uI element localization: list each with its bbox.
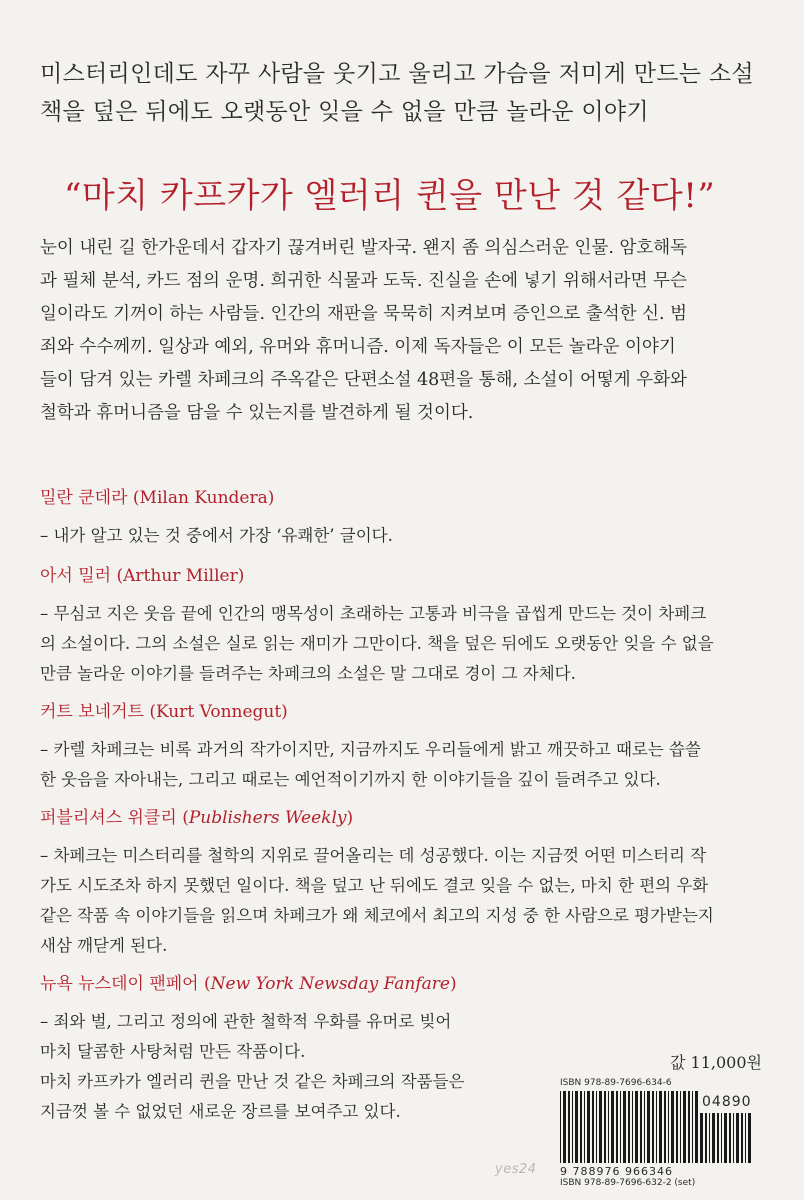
reviewer-name-ko: 뉴욕 뉴스데이 팬페어 bbox=[40, 974, 199, 994]
intro-line-2: 책을 덮은 뒤에도 오랫동안 잊을 수 없을 만큼 놀라운 이야기 bbox=[40, 99, 649, 125]
review-text: – 무심코 지은 웃음 끝에 인간의 맹목성이 초래하는 고통과 비극을 곱씹게 만드는 것이 차페크 bbox=[40, 604, 707, 623]
synopsis bbox=[40, 232, 770, 430]
reviewer-name-en: New York Newsday Fanfare bbox=[210, 974, 450, 994]
intro-line-1: 미스터리인데도 자꾸 사람을 웃기고 울리고 가슴을 저미게 만드는 소설 bbox=[40, 61, 754, 87]
review-text: 가도 시도조차 하지 못했던 일이다. 책을 덮고 난 뒤에도 결코 잊을 수 없는, 마치 한 편의 우화 bbox=[40, 876, 709, 895]
barcode-addon-bars bbox=[700, 1113, 752, 1163]
review-vonnegut bbox=[40, 697, 775, 795]
reviewer-name-en: (Milan Kundera) bbox=[132, 488, 275, 508]
headline-quote: “마치 카프카가 엘러리 퀸을 만난 것 같다!” bbox=[64, 176, 716, 216]
reviewer-name-ko: 퍼블리셔스 위클리 bbox=[40, 808, 177, 828]
reviewer-name bbox=[40, 803, 775, 833]
reviewer-name bbox=[40, 697, 775, 727]
watermark: yes24 bbox=[495, 1162, 537, 1177]
barcode-digits: 9 788976 966346 bbox=[560, 1165, 673, 1178]
reviewer-paren-close: ) bbox=[346, 808, 354, 828]
reviewer-name-ko: 아서 밀러 bbox=[40, 566, 112, 586]
reviewer-paren-open: ( bbox=[182, 808, 189, 828]
reviewer-name-ko: 밀란 쿤데라 bbox=[40, 488, 128, 508]
isbn-barcode bbox=[560, 1078, 750, 1189]
review-text: 마치 달콤한 사탕처럼 만든 작품이다. bbox=[40, 1042, 306, 1061]
review-text: 만큼 놀라운 이야기를 들려주는 차페크의 소설은 말 그대로 경이 그 자체다. bbox=[40, 664, 576, 683]
reviewer-name bbox=[40, 969, 775, 999]
reviewer-name bbox=[40, 561, 775, 591]
review-text: 같은 작품 속 이야기들을 읽으며 차페크가 왜 체코에서 최고의 지성 중 한 사람으로 평가받는지 bbox=[40, 906, 714, 925]
synopsis-line: 과 필체 분석, 카드 점의 운명. 희귀한 식물과 도둑. 진실을 손에 넣기 위해서라면 무슨 bbox=[40, 271, 687, 291]
synopsis-line: 죄와 수수께끼. 일상과 예외, 유머와 휴머니즘. 이제 독자들은 이 모든 놀라운 이야기 bbox=[40, 337, 676, 357]
synopsis-line: 눈이 내린 길 한가운데서 갑자기 끊겨버린 발자국. 왠지 좀 의심스러운 인물. 암호해독 bbox=[40, 238, 688, 258]
reviewer-name-ko: 커트 보네거트 bbox=[40, 702, 144, 722]
reviewer-paren-open: ( bbox=[204, 974, 211, 994]
review-text: 지금껏 볼 수 없었던 새로운 장르를 보여주고 있다. bbox=[40, 1102, 401, 1121]
reviewer-name-en: (Kurt Vonnegut) bbox=[149, 702, 288, 722]
review-text: – 내가 알고 있는 것 중에서 가장 ‘유쾌한’ 글이다. bbox=[40, 526, 393, 545]
isbn-number: ISBN 978-89-7696-634-6 bbox=[560, 1078, 672, 1088]
review-text: 새삼 깨닫게 된다. bbox=[40, 936, 168, 955]
review-text: – 죄와 벌, 그리고 정의에 관한 철학적 우화를 유머로 빚어 bbox=[40, 1012, 452, 1031]
price-label: 값 11,000원 bbox=[670, 1053, 762, 1072]
synopsis-line: 철학과 휴머니즘을 담을 수 있는지를 발견하게 될 것이다. bbox=[40, 403, 474, 423]
review-miller bbox=[40, 561, 775, 689]
review-text: 마치 카프카가 엘러리 퀸을 만난 것 같은 차페크의 작품들은 bbox=[40, 1072, 465, 1091]
synopsis-line: 일이라도 기꺼이 하는 사람들. 인간의 재판을 묵묵히 지켜보며 증인으로 출석한 신. 범 bbox=[40, 304, 688, 324]
barcode-bars bbox=[560, 1091, 698, 1163]
synopsis-line: 들이 담겨 있는 카렐 차페크의 주옥같은 단편소설 48편을 통해, 소설이 어떻게 우화와 bbox=[40, 370, 687, 390]
review-publishers-weekly bbox=[40, 803, 775, 961]
reviewer-name bbox=[40, 483, 775, 513]
review-text: 한 웃음을 자아내는, 그리고 때로는 예언적이기까지 한 이야기들을 깊이 들려주고 있다. bbox=[40, 770, 661, 789]
review-text: – 차페크는 미스터리를 철학의 지위로 끌어올리는 데 성공했다. 이는 지금껏 어떤 미스터리 작 bbox=[40, 846, 707, 865]
review-kundera bbox=[40, 483, 775, 551]
review-list bbox=[40, 483, 775, 1135]
barcode-graphic bbox=[560, 1091, 750, 1169]
isbn-set-number: ISBN 978-89-7696-632-2 (set) bbox=[560, 1178, 696, 1188]
review-text: – 카렐 차페크는 비록 과거의 작가이지만, 지금까지도 우리들에게 밝고 깨끗하고 때로는 씁쓸 bbox=[40, 740, 701, 759]
reviewer-name-en: Publishers Weekly bbox=[188, 808, 347, 828]
barcode-addon-number: 04890 bbox=[702, 1094, 752, 1110]
intro-tagline bbox=[40, 55, 770, 131]
reviewer-name-en: (Arthur Miller) bbox=[116, 566, 245, 586]
review-text: 의 소설이다. 그의 소설은 실로 읽는 재미가 그만이다. 책을 덮은 뒤에도 오랫동안 잊을 수 없을 bbox=[40, 634, 714, 653]
reviewer-paren-close: ) bbox=[449, 974, 457, 994]
